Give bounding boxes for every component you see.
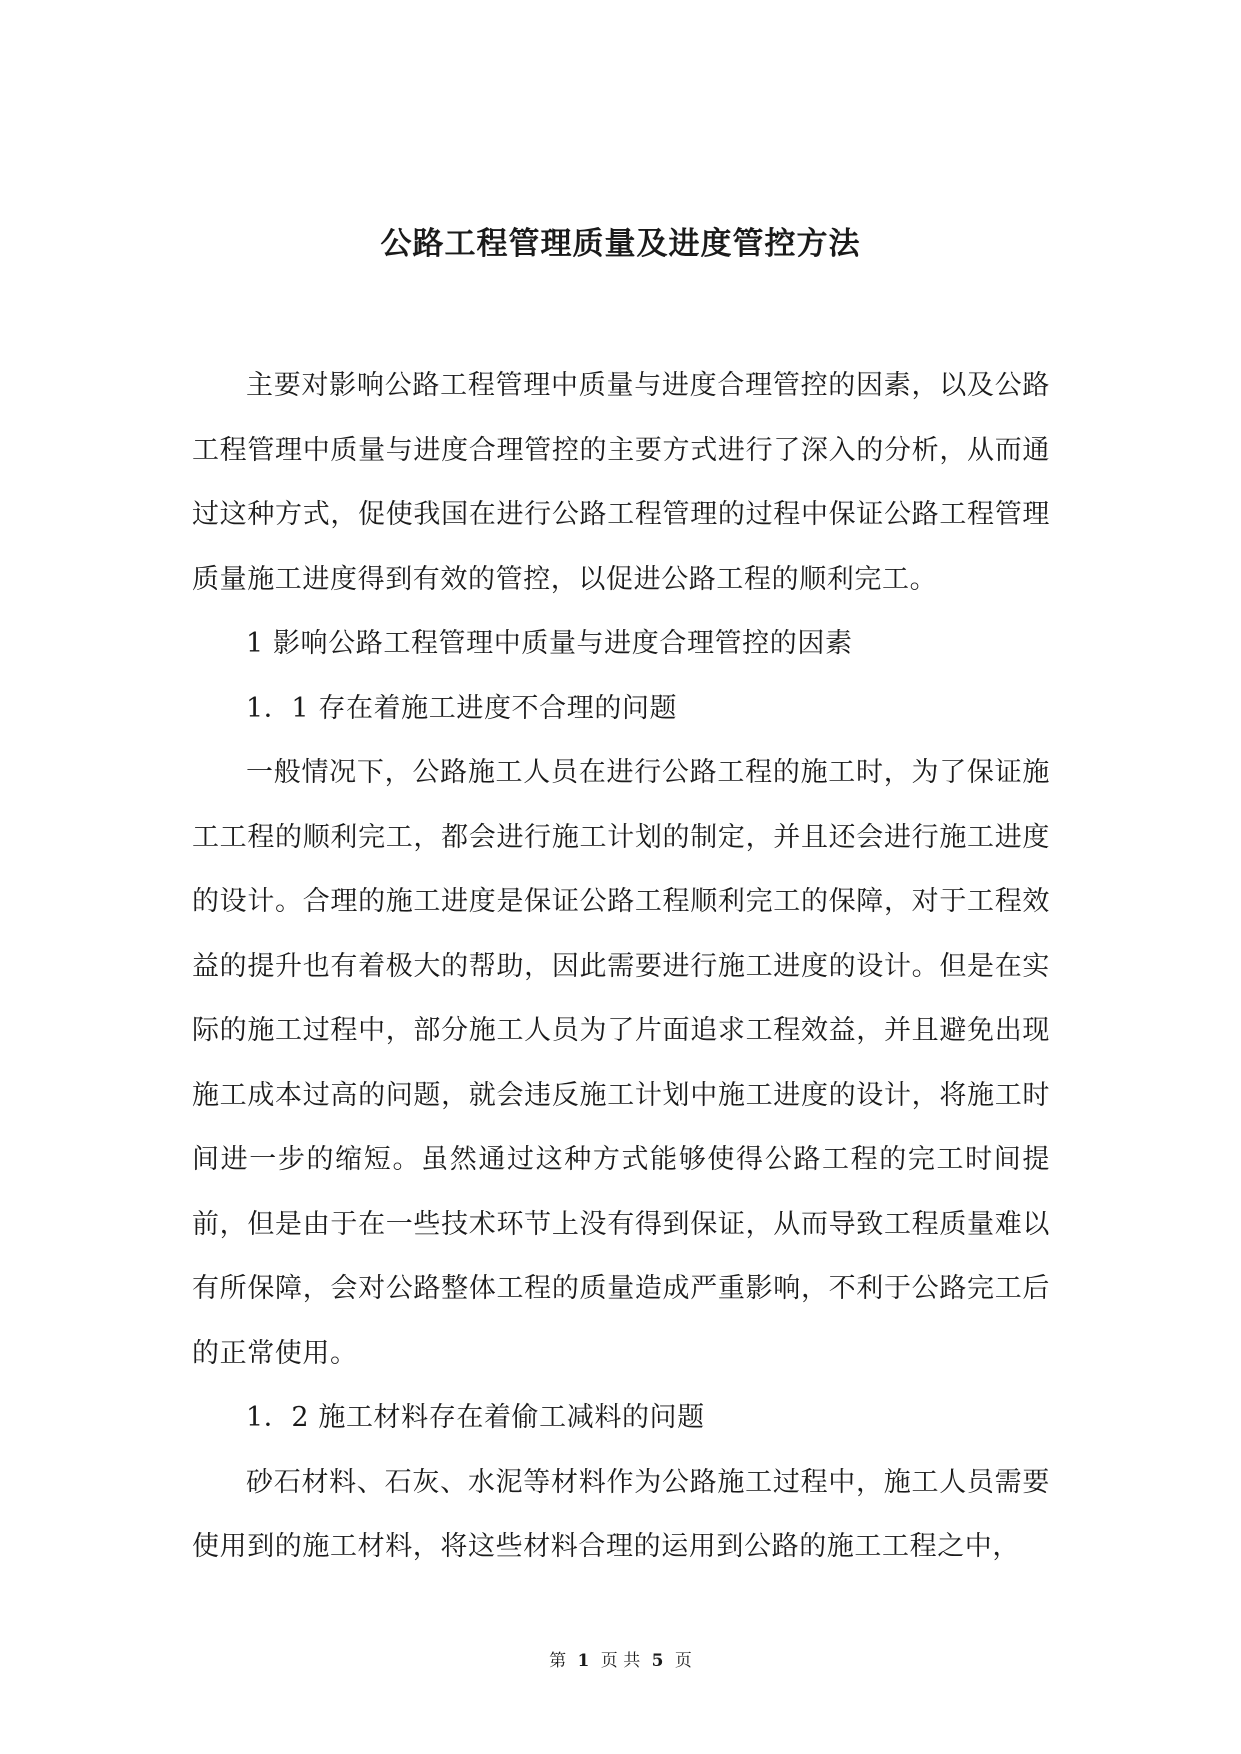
page-footer [0, 1649, 1241, 1673]
section-heading-1: 1 影响公路工程管理中质量与进度合理管控的因素 [246, 628, 853, 659]
footer-prefix: 第 [549, 1651, 567, 1671]
paragraph-abstract: 主要对影响公路工程管理中质量与进度合理管控的因素，以及公路工程管理中质量与进度合理管控的主要方式进行了深入的分析，从而通过这种方式，促使我国在进行公路工程管理的过程中保证公路工程管理质量施工进度得到有效的管控，以促进公路工程的顺利完工。 [192, 370, 1050, 595]
footer-page-number: 1 [577, 1651, 590, 1671]
paragraph-materials: 砂石材料、石灰、水泥等材料作为公路施工过程中，施工人员需要使用到的施工材料，将这些材料合理的运用到公路的施工工程之中， [192, 1466, 1050, 1562]
footer-middle: 页 共 [600, 1651, 641, 1671]
subsection-heading-1-1: 1．1 存在着施工进度不合理的问题 [246, 692, 678, 724]
document-title: 公路工程管理质量及进度管控方法 [380, 226, 861, 262]
footer-total-pages: 5 [651, 1651, 664, 1671]
subsection-heading-1-2: 1．2 施工材料存在着偷工减料的问题 [246, 1402, 705, 1433]
footer-suffix: 页 [674, 1651, 692, 1671]
paragraph-schedule-issue: 一般情况下，公路施工人员在进行公路工程的施工时，为了保证施工工程的顺利完工，都会进行施工计划的制定，并且还会进行施工进度的设计。合理的施工进度是保证公路工程顺利完工的保障，对于工程效益的提升也有着极大的帮助，因此需要进行施工进度的设计。但是在实际的施工过程中，部分施工人员为了片面追求工程效益，并且避免出现施工成本过高的问题，就会违反施工计划中施工进度的设计，将施工时间进一步的缩短。虽然通过这种方式能够使得公路工程的完工时间提前，但是由于在一些技术环节上没有得到保证，从而导致工程质量难以有所保障，会对公路整体工程的质量造成严重影响，不利于公路完工后的正常使用。 [192, 757, 1050, 1369]
document-body [192, 354, 1050, 1580]
